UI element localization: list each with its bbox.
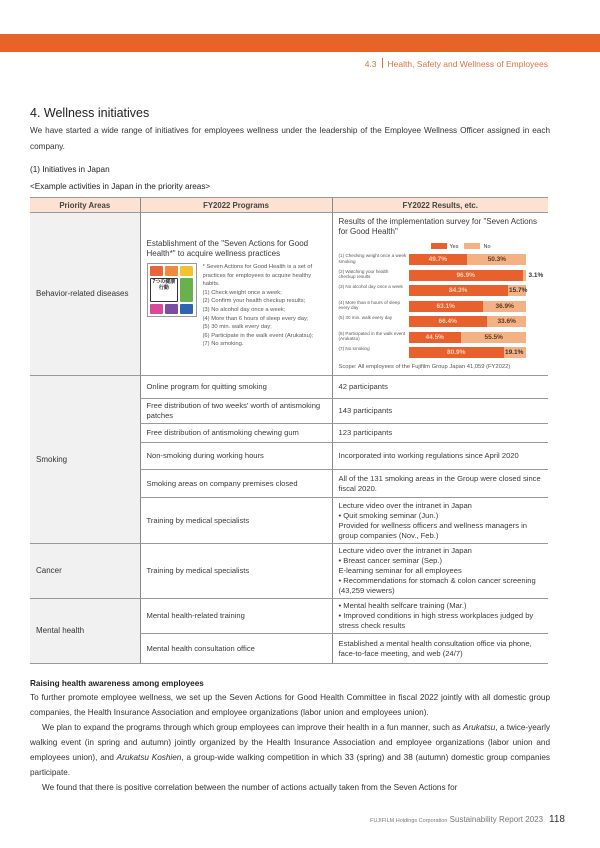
page-footer (370, 814, 565, 825)
program-title: Establishment of the "Seven Actions for Good Health*" to acquire wellness practices (146, 239, 309, 259)
footer-company: FUJIFILM Holdings Corporation (370, 818, 448, 824)
action-item: (6) Participate in the walk event (Arukatsu); (202, 332, 314, 339)
chart-scope-note: Scope: All employees of the Fujifilm Group Japan 41,059 (FY2022) (338, 364, 511, 370)
action-item: (4) More than 6 hours of sleep every day; (202, 315, 309, 322)
bar-no-label: 33.6% (497, 318, 516, 325)
bar-yes: 84.3% (409, 285, 508, 296)
action-item: (5) 30 min. walk every day; (202, 324, 272, 331)
result-line: • Improved conditions in high stress workplaces judged by stress check results (338, 611, 534, 630)
chart-row (339, 270, 543, 281)
chart-row (339, 285, 543, 296)
chart-row (339, 332, 543, 343)
awareness-heading: Raising health awareness among employees (30, 679, 204, 688)
logo-text: 7つの健康行動 (150, 278, 179, 302)
result-cell (332, 599, 548, 634)
bar-no (523, 270, 527, 281)
chart-row (339, 316, 543, 327)
chart-row (339, 301, 543, 312)
chart-row (339, 254, 543, 265)
table-row (30, 599, 548, 634)
action-item: (2) Confirm your health checkup results; (202, 298, 306, 305)
chart-title: Results of the implementation survey for "Seven Actions for Good Health" (338, 217, 537, 236)
area-behavior: Behavior-related diseases (30, 213, 140, 376)
top-accent-bar (0, 34, 600, 52)
result-cell: 42 participants (332, 376, 548, 399)
bar-no-label: 3.1% (528, 271, 544, 279)
table-row (30, 376, 548, 399)
area-mental-health: Mental health (30, 599, 140, 664)
main-flow (30, 197, 550, 795)
divider (382, 58, 383, 68)
program-cell: Non-smoking during working hours (140, 443, 332, 470)
category-label: (1) Checking weight once a week smoking (338, 253, 407, 264)
result-line: Lecture video over the intranet in Japan (338, 546, 472, 555)
bar-yes: 96.9% (409, 270, 523, 281)
bar-yes: 63.1% (409, 301, 483, 312)
section-title: Health, Safety and Wellness of Employees (387, 59, 548, 69)
table-header-row (30, 198, 548, 213)
action-item: (7) No smoking. (202, 341, 244, 348)
bar-yes: 80.9% (409, 347, 504, 358)
bar-no-label: 19.1% (504, 349, 524, 356)
action-item: (1) Check weight once a week; (202, 289, 282, 296)
chart-row (339, 347, 543, 358)
bar-yes: 66.4% (409, 316, 487, 327)
result-line: • Breast cancer seminar (Sep.) (338, 556, 443, 565)
awareness-paragraph-3: We found that there is positive correlation between the number of actions actually taken from the Seven Actions for (42, 783, 458, 792)
legend-yes: Yes (431, 242, 459, 252)
bar-no-label: 55.5% (484, 333, 503, 341)
section-number: 4.3 (364, 59, 377, 69)
table-row (30, 544, 548, 599)
header-programs: FY2022 Programs (140, 198, 332, 213)
area-cancer: Cancer (30, 544, 140, 599)
result-cell: Established a mental health consultation office via phone, face-to-face meeting, and web (24/7) (332, 634, 548, 664)
result-cell: 123 participants (332, 424, 548, 443)
footnote: * Seven Actions for Good Health is a set of practices for employees to acquire healthy habits. (202, 264, 313, 288)
bar-no-label: 50.3% (487, 256, 507, 263)
category-label: (3) No alcohol day once a week (338, 284, 403, 289)
result-cell (332, 544, 548, 599)
program-cell: Smoking areas on company premises closed (140, 470, 332, 498)
page-title: 4. Wellness initiatives (30, 106, 150, 120)
program-cell: Free distribution of two weeks' worth of antismoking patches (140, 399, 332, 424)
bar-yes: 49.7% (409, 254, 468, 265)
program-cell: Mental health consultation office (140, 634, 332, 664)
bar-yes: 44.5% (409, 332, 462, 343)
actions-notes (203, 263, 326, 349)
result-line: E-learning seminar for all employees (338, 566, 462, 575)
program-cell (140, 213, 332, 376)
bar-no-label: 15.7% (508, 287, 528, 294)
seven-actions-logo (147, 263, 197, 317)
footer-report: Sustainability Report 2023 (449, 815, 544, 824)
category-label: (4) More than 6 hours of sleep every day (338, 299, 401, 310)
action-item: (3) No alcohol day once a week; (202, 307, 286, 313)
category-label: (7) No smoking (338, 346, 370, 351)
results-cell (332, 213, 548, 376)
program-cell: Free distribution of antismoking chewing gum (140, 424, 332, 443)
result-line: Provided for wellness officers and wellness managers in group companies (Nov., Feb.) (338, 520, 528, 540)
result-cell: 143 participants (332, 399, 548, 424)
bar-no-label: 36.9% (495, 302, 514, 310)
awareness-section (30, 677, 550, 795)
category-label: (5) 30 min. walk every day (338, 315, 393, 320)
result-cell (332, 498, 548, 544)
result-line: • Quit smoking seminar (Jun.) (338, 510, 439, 520)
result-cell: Incorporated into working regulations since April 2020 (332, 443, 548, 470)
chart-legend (431, 242, 491, 252)
section-header (365, 58, 548, 69)
category-label: (2) Watching your health checkup results (338, 268, 389, 279)
result-line: • Mental health selfcare training (Mar.) (338, 601, 467, 610)
result-line: • Recommendations for stomach & colon cancer screening (43,259 viewers) (338, 576, 536, 595)
category-label: (6) Participated in the walk event (Arukatsu) (338, 330, 406, 341)
header-priority-areas: Priority Areas (30, 198, 140, 213)
awareness-paragraph-2: We plan to expand the programs through which group employees can improve their health in a fun manner, such as Arukatsu, a twice-yearly walking event (in spring and autumn) jointly organized by the Health Insurance Association and employee organizations (labor union and employees union), and Arukatsu Koshien, a group-wide walking competition in which 33 (spring) and 38 (autumn) domestic group companies participate. (30, 723, 550, 777)
awareness-paragraph: To further promote employee wellness, we set up the Seven Actions for Good Health Committee in fiscal 2022 jointly with all domestic group companies, the Health Insurance Association and employee organizations (labor union and employees union). (30, 693, 550, 717)
legend-no: No (464, 242, 490, 252)
initiatives-table (30, 197, 548, 664)
page-number: 118 (549, 814, 565, 825)
table-caption: <Example activities in Japan in the priority areas> (30, 182, 211, 191)
program-cell: Mental health-related training (140, 599, 332, 634)
program-cell: Online program for quitting smoking (140, 376, 332, 399)
table-row (30, 213, 548, 376)
intro-paragraph: We have started a wide range of initiatives for employees wellness under the leadership of the Employee Wellness Officer assigned in each company. (30, 126, 550, 151)
survey-chart (339, 215, 543, 373)
program-cell: Training by medical specialists (140, 544, 332, 599)
result-line: Lecture video over the intranet in Japan (338, 500, 472, 510)
area-smoking: Smoking (30, 376, 140, 544)
program-cell: Training by medical specialists (140, 498, 332, 544)
header-results: FY2022 Results, etc. (332, 198, 548, 213)
subheading: (1) Initiatives in Japan (30, 165, 110, 174)
result-cell: All of the 131 smoking areas in the Group were closed since fiscal 2020. (332, 470, 548, 498)
